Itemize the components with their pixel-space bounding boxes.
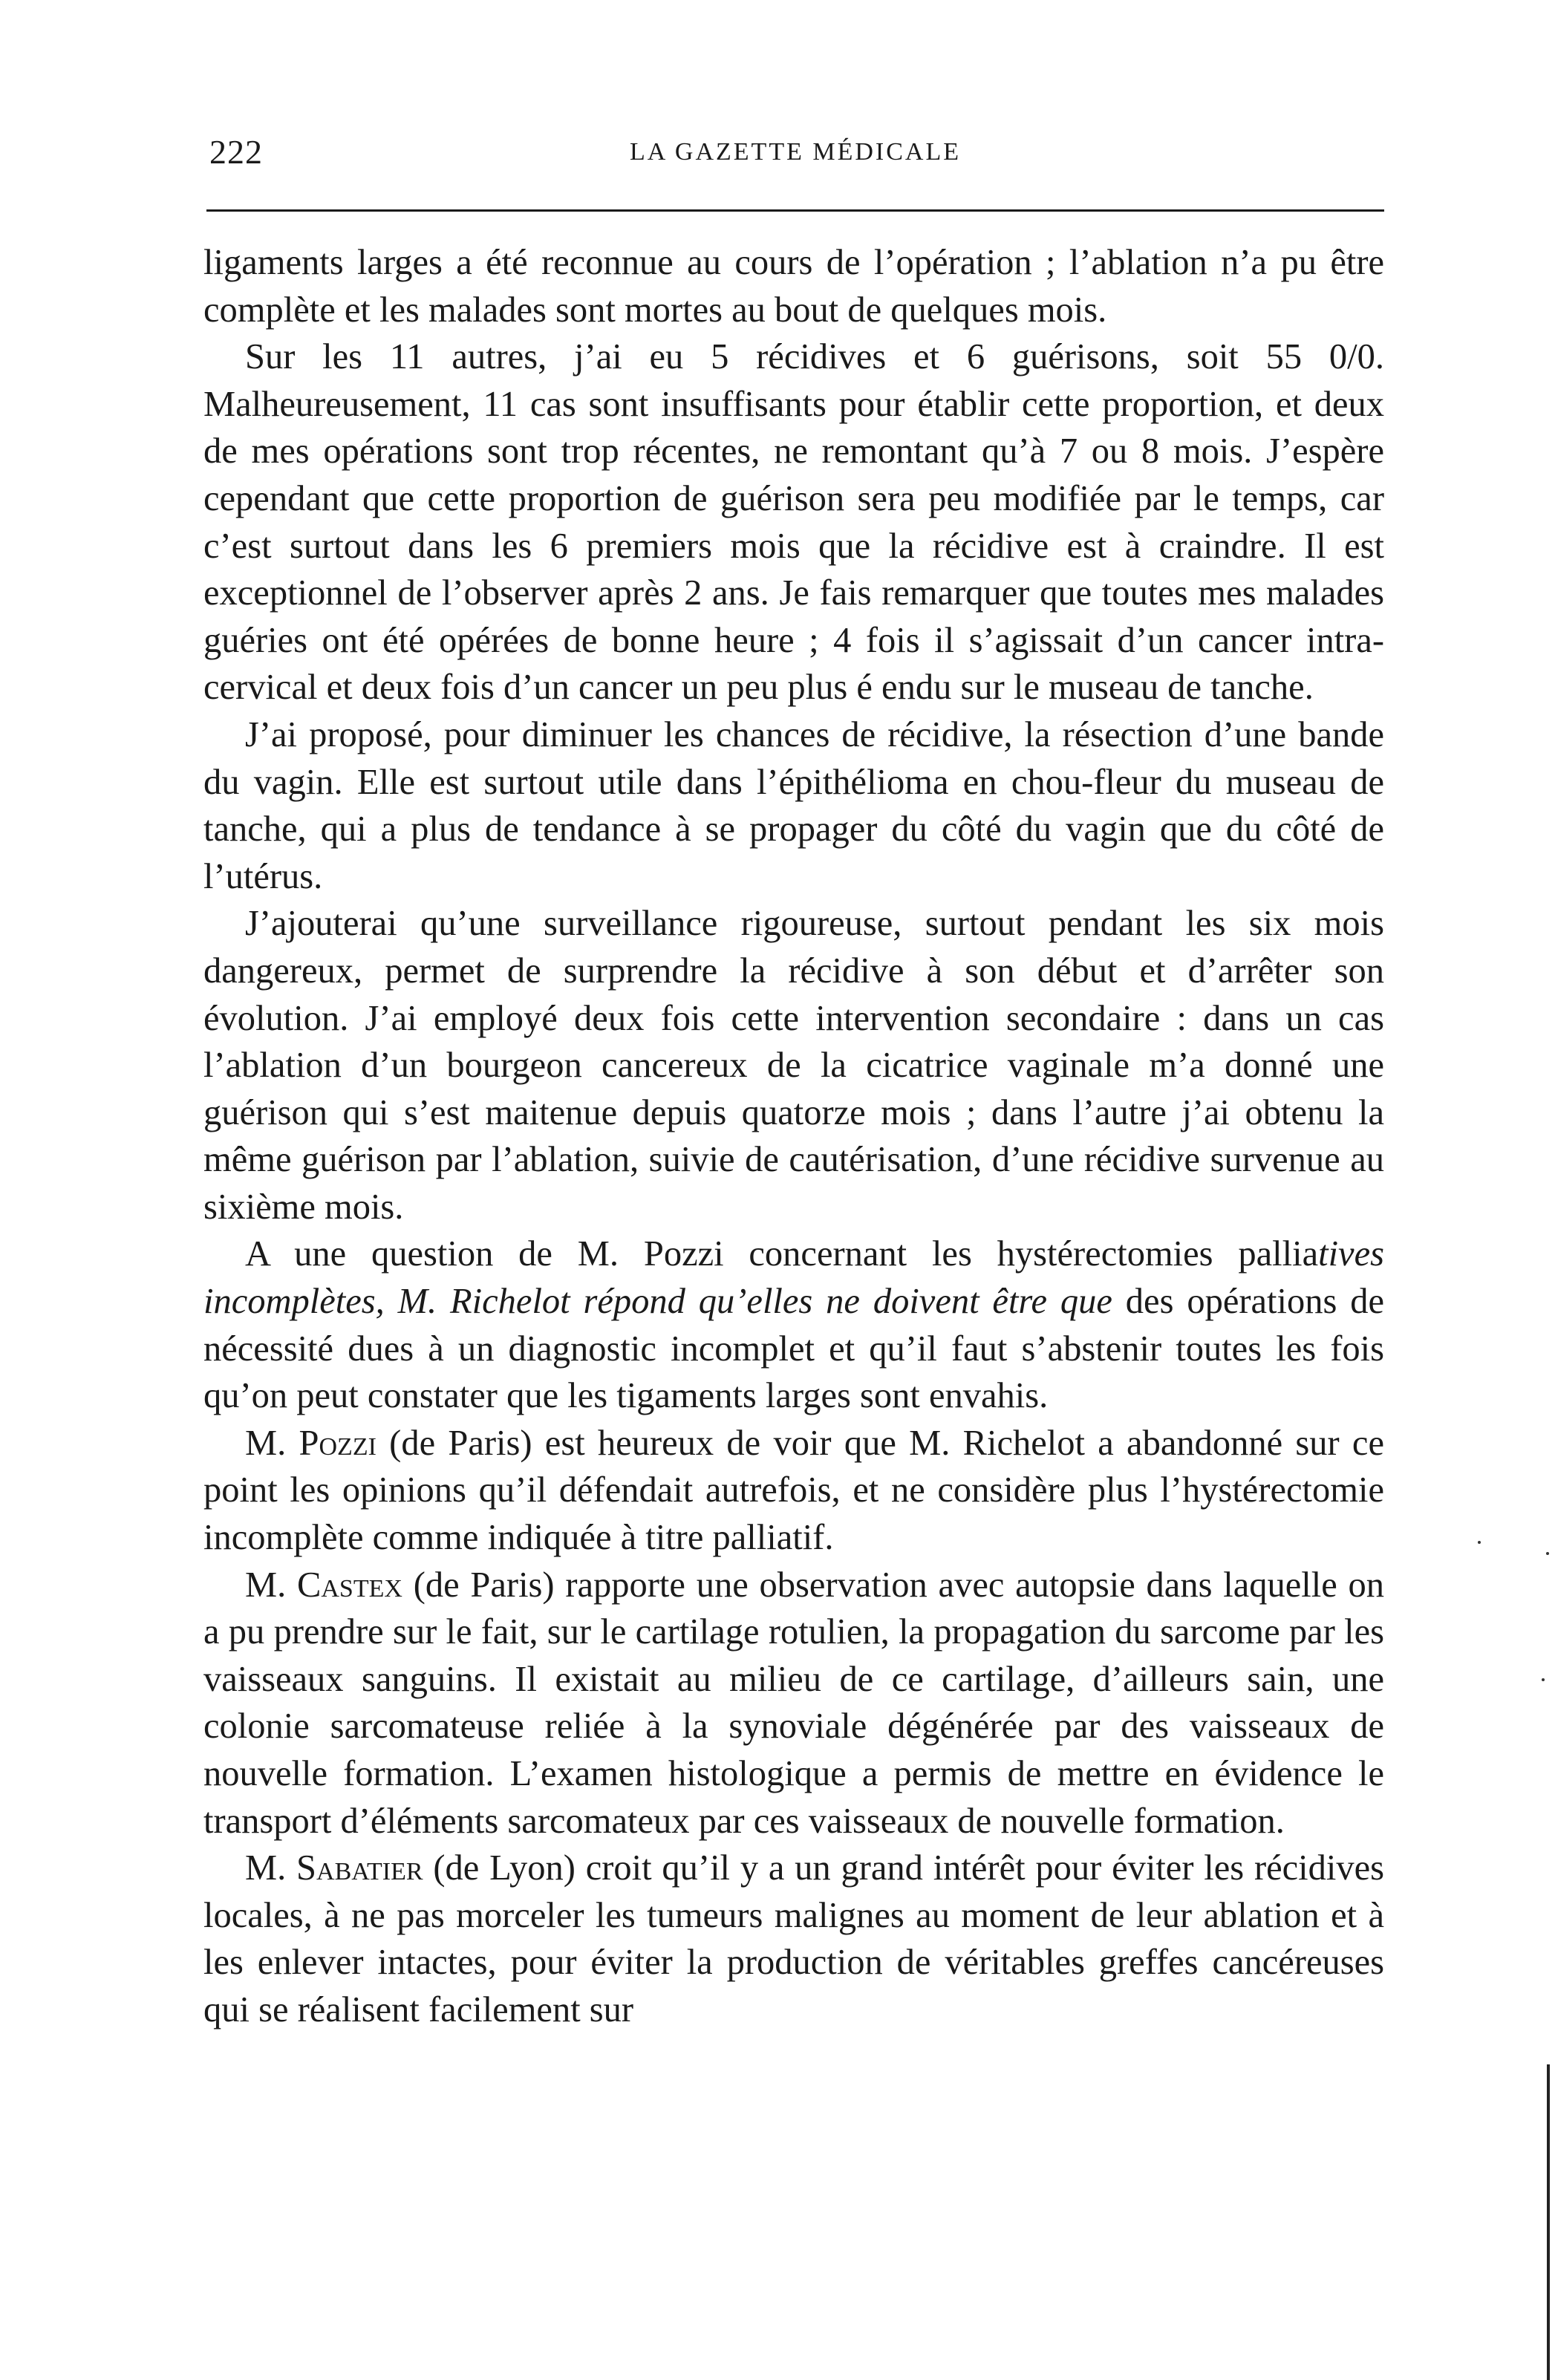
paragraph-8 [203, 1845, 1384, 2033]
running-title: LA GAZETTE MÉDICALE [629, 138, 962, 166]
paragraph-2: Sur les 11 autres, j’ai eu 5 récidives et 6 guérisons, soit 55 0/0. Malheureusement, 11 cas sont insuffisants pour établir cette proportion, et deux de mes opérations sont trop récentes, ne remontant qu’à 7 ou 8 mois. J’espère cependant que cette proportion de guérison sera peu modifiée par le temps, car c’est surtout dans les 6 premiers mois que la récidive est à craindre. Il est exceptionnel de l’observer après 2 ans. Je fais remarquer que toutes mes malades guéries ont été opérées de bonne heure ; 4 fois il s’agissait d’un cancer intra-cervical et deux fois d’un cancer un peu plus é endu sur le museau de tanche. [203, 337, 1384, 708]
paragraph-5 [203, 1230, 1384, 1419]
article-body [203, 239, 1384, 2034]
paragraph-5-start: A une question de M. Pozzi concernant les hystérectomies pallia [245, 1234, 1319, 1274]
paragraph-3: J’ai proposé, pour diminuer les chances de récidive, la résection d’une bande du vagin. Elle est surtout utile dans l’épithélioma en chou-fleur du museau de tanche, qui a plus de tendance à se propager du côté du vagin que du côté de l’utérus. [203, 714, 1384, 896]
scan-speck [1542, 1678, 1545, 1681]
paragraph-8-text: (de Lyon) croit qu’il y a un grand intérêt pour éviter les récidives locales, à ne pas morceler les tumeurs malignes au moment de leur ablation et à les enlever intactes, pour éviter la production de véritables greffes cancéreuses qui se réalisent facilement sur [203, 1848, 1384, 2029]
paragraph-6-text: (de Paris) est heureux de voir que M. Richelot a abandonné sur ce point les opinions qu’il défendait autrefois, et ne considère plus l’hystérectomie incomplète comme indiquée à titre palliatif. [203, 1423, 1384, 1558]
binding-edge-shadow [1547, 2064, 1550, 2380]
paragraph-4: J’ajouterai qu’une surveillance rigoureuse, surtout pendant les six mois dangereux, permet de surprendre la récidive à son début et d’arrêter son évolution. J’ai employé deux fois cette intervention secondaire : dans un cas l’ablation d’un bourgeon cancereux de la cicatrice vaginale m’a donné une guérison qui s’est maitenue depuis quatorze mois ; dans l’autre j’ai obtenu la même guérison par l’ablation, suivie de cautérisation, d’une récidive survenue au sixième mois. [203, 904, 1384, 1227]
paragraph-1: ligaments larges a été reconnue au cours de l’opération ; l’ablation n’a pu être complète et les malades sont mortes au bout de quelques mois. [203, 243, 1384, 330]
speaker-name: M. Castex [245, 1565, 402, 1605]
scan-speck [1478, 1541, 1481, 1544]
page-header [206, 132, 1384, 177]
speaker-name: M. Pozzi [245, 1423, 376, 1463]
paragraph-6 [203, 1420, 1384, 1562]
page-number: 222 [209, 133, 263, 171]
header-rule [206, 209, 1384, 212]
scan-speck [1546, 1552, 1549, 1555]
paragraph-7 [203, 1562, 1384, 1845]
paragraph-5-italic: tives incomplètes, M. Richelot répond qu’elles ne doivent être que [203, 1234, 1384, 1322]
paragraph-7-text: (de Paris) rapporte une observation avec autopsie dans laquelle on a pu prendre sur le fait, sur le cartilage rotulien, la propagation du sarcome par les vaisseaux sanguins. Il existait au milieu de ce cartilage, d’ailleurs sain, une colonie sarcomateuse reliée à la synoviale dégénérée par des vaisseaux de nouvelle formation. L’examen histologique a permis de mettre en évidence le transport d’éléments sarcomateux par ces vaisseaux de nouvelle formation. [203, 1565, 1385, 1841]
speaker-name: M. Sabatier [245, 1848, 423, 1888]
paragraph-5-end: des opérations de nécessité dues à un diagnostic incomplet et qu’il faut s’abstenir toutes les fois qu’on peut constater que les tigaments larges sont envahis. [203, 1282, 1384, 1416]
